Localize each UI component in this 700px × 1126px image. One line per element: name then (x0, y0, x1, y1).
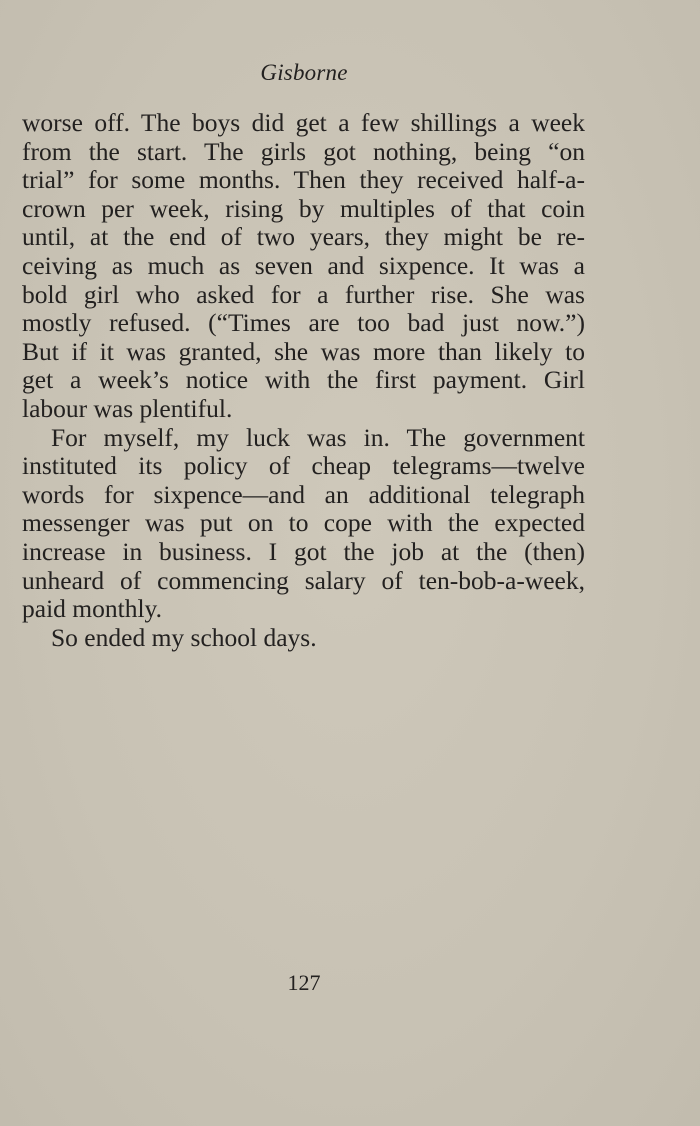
text-line: words for sixpence—and an additional telegraph (22, 479, 585, 509)
text-line: labour was plentiful. (22, 393, 233, 423)
text-line: increase in business. I got the job at the (then) (22, 536, 585, 566)
running-head-title: Gisborne (260, 60, 348, 85)
text-line: crown per week, rising by multiples of that coin (22, 193, 585, 223)
text-line: until, at the end of two years, they might be re- (22, 222, 585, 252)
text-line: paid monthly. (22, 594, 163, 624)
text-line: So ended my school days. (51, 622, 317, 652)
text-line: worse off. The boys did get a few shillings a week (22, 108, 585, 137)
text-line: But if it was granted, she was more than likely to (22, 336, 585, 366)
text-line: messenger was put on to cope with the expected (22, 508, 585, 538)
text-line: bold girl who asked for a further rise. She was (22, 279, 585, 309)
body-text (22, 109, 585, 652)
text-line: unheard of commencing salary of ten-bob-a-week, (22, 565, 585, 595)
text-line: get a week’s notice with the first payment. Girl (22, 365, 585, 395)
text-line: mostly refused. (“Times are too bad just now.”) (22, 308, 585, 338)
text-line: from the start. The girls got nothing, being “on (22, 136, 585, 166)
text-line: For myself, my luck was in. The government (51, 422, 585, 452)
text-line: instituted its policy of cheap telegrams—twelve (22, 451, 585, 481)
text-line: trial” for some months. Then they received half-a- (22, 165, 585, 195)
page-number: 127 (287, 970, 321, 995)
text-line: ceiving as much as seven and sixpence. It was a (22, 250, 585, 280)
